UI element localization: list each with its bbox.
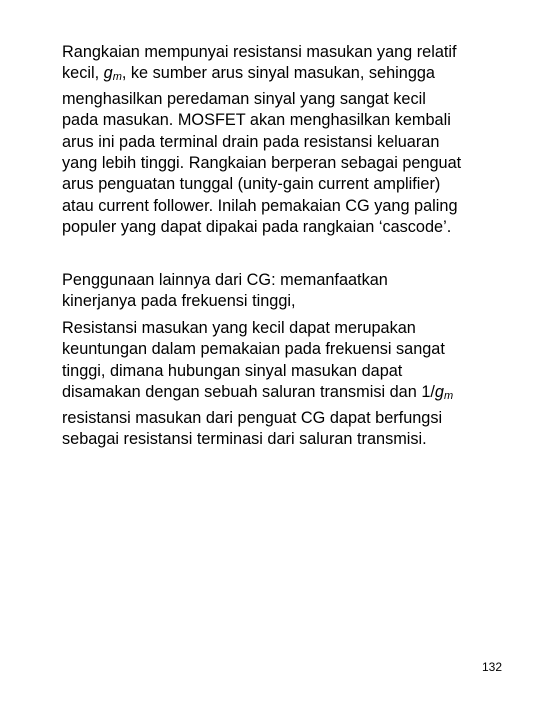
text-segment: arus penguatan tunggal (unity-gain current amplifier) xyxy=(62,175,441,194)
subscript-text: m xyxy=(112,71,122,84)
text-line xyxy=(62,291,522,312)
subscript-text: m xyxy=(443,390,454,403)
text-segment: arus ini pada terminal drain pada resistansi keluaran xyxy=(62,132,440,151)
text-segment: atau current follower. Inilah pemakaian CG yang paling xyxy=(62,196,458,215)
text-line xyxy=(62,110,522,131)
text-line xyxy=(62,339,522,360)
text-segment: Penggunaan lainnya dari CG: memanfaatkan xyxy=(62,271,388,289)
text-line xyxy=(62,408,522,429)
text-line xyxy=(62,318,522,339)
text-line xyxy=(62,382,522,407)
text-segment: , ke sumber arus sinyal masukan, sehingga xyxy=(121,64,435,83)
text-segment: kinerjanya pada frekuensi tinggi, xyxy=(62,292,296,311)
italic-symbol: g xyxy=(103,64,113,83)
text-segment: yang lebih tinggi. Rangkaian berperan sebagai penguat xyxy=(62,154,462,173)
text-segment: Resistansi masukan yang kecil dapat merupakan xyxy=(62,319,416,337)
text-line xyxy=(62,174,522,195)
text-line xyxy=(62,153,522,174)
text-segment: populer yang dapat dipakai pada rangkaian ‘cascode’. xyxy=(62,218,452,237)
text-segment: tinggi, dimana hubungan sinyal masukan dapat xyxy=(62,361,403,380)
text-segment: pada masukan. MOSFET akan menghasilkan kembali xyxy=(62,111,451,130)
text-segment: menghasilkan peredaman sinyal yang sangat kecil xyxy=(62,89,426,108)
text-segment: Rangkaian mempunyai resistansi masukan yang relatif xyxy=(62,43,457,61)
paragraph-other-uses xyxy=(62,270,522,313)
page-number: 132 xyxy=(482,660,503,674)
text-line xyxy=(62,42,522,63)
paragraph-transmission-line xyxy=(62,318,522,450)
text-segment: sebagai resistansi terminasi dari saluran transmisi. xyxy=(62,430,427,449)
text-line xyxy=(62,63,522,88)
text-segment: keuntungan dalam pemakaian pada frekuensi sangat xyxy=(62,340,445,359)
paragraph-common-gate-input xyxy=(62,42,522,239)
text-line xyxy=(62,429,522,450)
text-line xyxy=(62,196,522,217)
text-line xyxy=(62,270,522,291)
text-segment: disamakan dengan sebuah saluran transmisi dan 1/ xyxy=(62,383,435,402)
text-segment: resistansi masukan dari penguat CG dapat berfungsi xyxy=(62,408,443,427)
text-line xyxy=(62,217,522,238)
italic-symbol: g xyxy=(434,383,444,402)
text-line xyxy=(62,89,522,110)
text-line xyxy=(62,132,522,153)
text-segment: kecil, xyxy=(62,64,104,83)
text-line xyxy=(62,361,522,382)
